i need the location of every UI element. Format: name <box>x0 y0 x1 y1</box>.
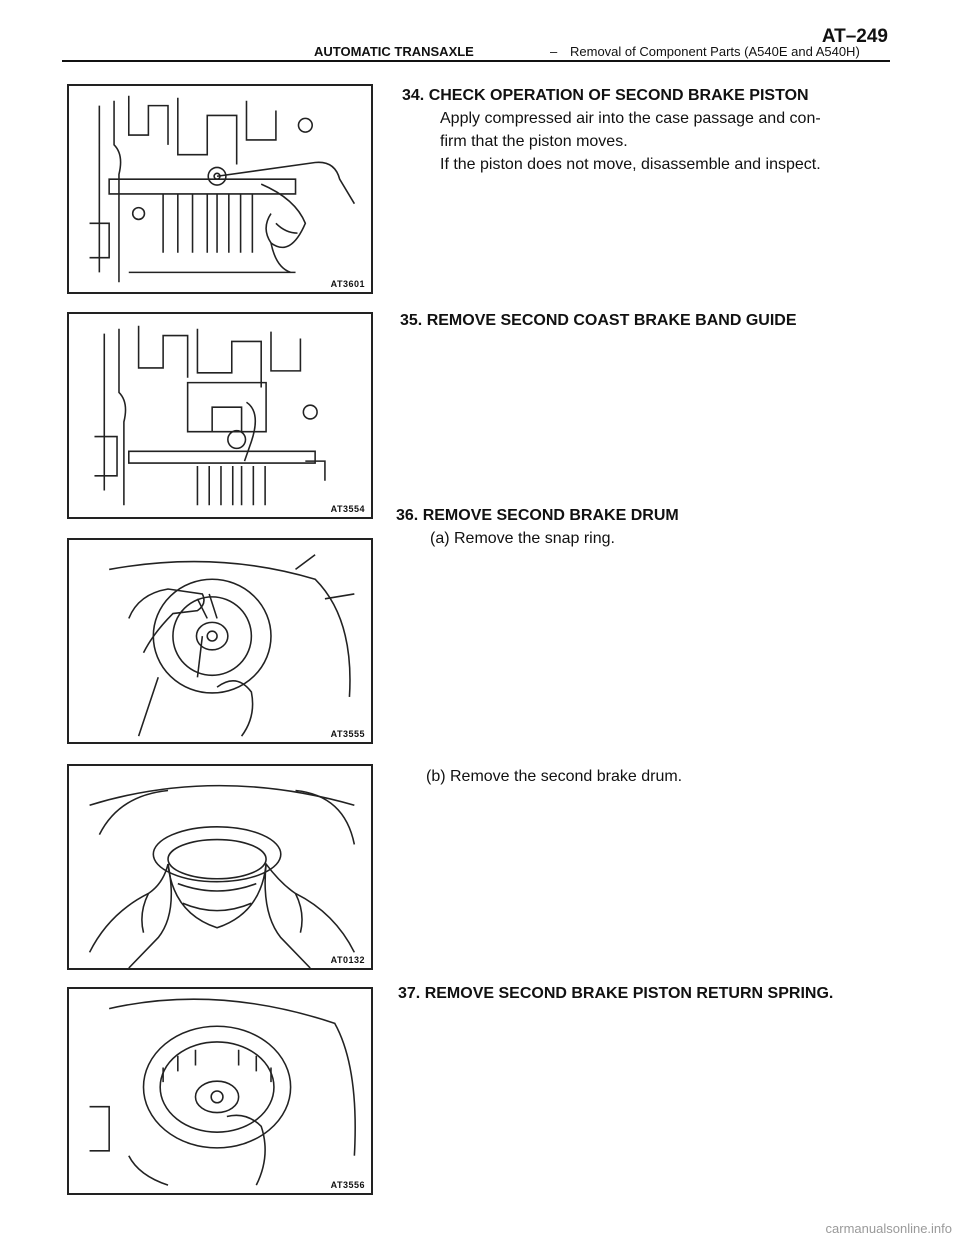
section-title: AUTOMATIC TRANSAXLE <box>314 44 474 59</box>
step-37 <box>398 982 833 1005</box>
step-35-title: 35. REMOVE SECOND COAST BRAKE BAND GUIDE <box>400 312 797 329</box>
step-34 <box>402 84 821 176</box>
step-37-title: 37. REMOVE SECOND BRAKE PISTON RETURN SPRING. <box>398 985 834 1002</box>
brake-drum-illustration <box>69 766 371 968</box>
step-35 <box>400 309 797 332</box>
return-spring-illustration <box>69 989 371 1193</box>
figure-code: AT3555 <box>330 729 365 739</box>
step-34-line-2: firm that the piston moves. <box>440 133 628 150</box>
header-rule <box>62 60 890 62</box>
valve-body-illustration <box>69 86 371 292</box>
section-subtitle: Removal of Component Parts (A540E and A540H) <box>570 44 860 59</box>
step-36-b-text: (b) Remove the second brake drum. <box>426 768 683 785</box>
watermark: carmanualsonline.info <box>825 1221 952 1236</box>
step-34-title: 34. CHECK OPERATION OF SECOND BRAKE PISTON <box>402 87 809 104</box>
figure-band-guide <box>67 312 373 519</box>
figure-code: AT3601 <box>330 279 365 289</box>
step-36-a: (a) Remove the snap ring. <box>430 530 615 547</box>
step-36 <box>396 504 679 550</box>
step-36-b <box>426 765 682 788</box>
figure-code: AT3556 <box>330 1180 365 1190</box>
figure-snap-ring <box>67 538 373 744</box>
figure-piston-check <box>67 84 373 294</box>
step-34-line-1: Apply compressed air into the case passage and con- <box>440 110 821 127</box>
header-dash: – <box>550 44 558 59</box>
figure-code: AT3554 <box>330 504 365 514</box>
snap-ring-illustration <box>69 540 371 742</box>
figure-code: AT0132 <box>330 955 365 965</box>
page-number: AT–249 <box>821 26 888 47</box>
step-34-line-3: If the piston does not move, disassemble and inspect. <box>440 156 821 173</box>
band-guide-illustration <box>69 314 371 517</box>
figure-return-spring <box>67 987 373 1195</box>
figure-brake-drum <box>67 764 373 970</box>
step-36-title: 36. REMOVE SECOND BRAKE DRUM <box>396 507 679 524</box>
page-header <box>62 22 890 62</box>
